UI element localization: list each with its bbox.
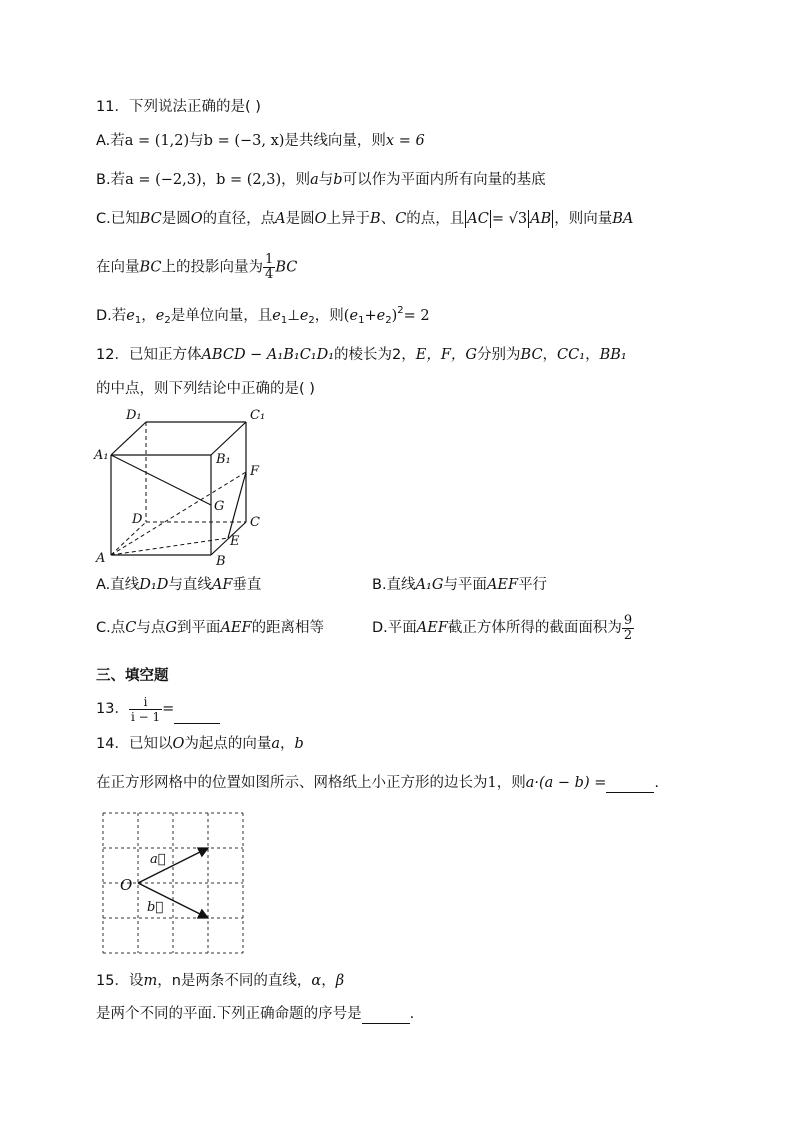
label-d: D xyxy=(132,512,143,527)
label-c1: C₁ xyxy=(250,408,266,423)
q15-line2: 是两个不同的平面.下列正确命题的序号是 . xyxy=(96,1006,415,1022)
q11-option-c: C.已知BC是圆O的直径，点A是圆O上异于B、C的点，且 AC = √3 AB ，则向量BA xyxy=(96,211,634,227)
label-g: G xyxy=(214,499,225,514)
q11-stem: 11．下列说法正确的是( ) xyxy=(96,99,261,115)
q12-option-a: A.直线D₁D与直线AF垂直 xyxy=(96,577,262,593)
grid-vector-a-label: a⃗ xyxy=(150,852,166,867)
q13: 13． $\frac{i}{i - 1}$ = xyxy=(96,694,220,724)
label-b: B xyxy=(216,554,226,569)
q11-option-a: A.若a = (1,2)与b = (−3, x)是共线向量，则x = 6 xyxy=(96,133,425,149)
q11-option-d: D.若$e_1$，$e_2$是单位向量，且$e_1\perp e_2$，则$(e_1+e_2)^2= 2$ xyxy=(96,305,430,326)
vector-a-arrow xyxy=(138,848,208,883)
q15-line1: 15．设m，n是两条不同的直线，α，β xyxy=(96,973,345,989)
label-b1: B₁ xyxy=(216,452,231,467)
label-d1: D₁ xyxy=(126,408,142,423)
q11-option-c-cont: 在向量BC上的投影向量为 $\frac{1}{4}$ BC xyxy=(96,252,298,282)
label-f: F xyxy=(250,464,260,479)
section-title-fill-blank: 三、填空题 xyxy=(96,668,169,684)
label-c: C xyxy=(250,515,260,530)
vector-grid-diagram xyxy=(100,810,246,958)
q12-option-c: C.点C与点G到平面AEF的距离相等 xyxy=(96,620,325,636)
q14-answer-blank[interactable] xyxy=(606,778,654,793)
q12-option-b: B.直线A₁G与平面AEF平行 xyxy=(372,577,548,593)
q11-option-b: B.若a = (−2,3)，b = (2,3)，则a与b可以作为平面内所有向量的基底 xyxy=(96,172,546,188)
q14-line2: 在正方形网格中的位置如图所示、网格纸上小正方形的边长为1，则a·(a − b) = . xyxy=(96,775,659,791)
q12-stem: 12．已知正方体ABCD − A₁B₁C₁D₁的棱长为2，E，F，G分别为BC，CC₁，BB₁ xyxy=(96,347,627,363)
q15-answer-blank[interactable] xyxy=(362,1009,410,1024)
label-e: E xyxy=(230,534,240,549)
label-a: A xyxy=(96,551,106,566)
q13-answer-blank[interactable] xyxy=(174,709,220,724)
cube-diagram xyxy=(90,405,280,570)
grid-vector-b-label: b⃗ xyxy=(147,900,164,915)
q12-stem-cont: 的中点，则下列结论中正确的是( ) xyxy=(96,381,315,397)
label-a1: A₁ xyxy=(94,448,109,463)
grid-origin-label: O xyxy=(120,876,133,894)
q12-option-d: D.平面AEF截正方体所得的截面面积为 $\frac{9}{2}$ xyxy=(372,612,633,643)
q14-line1: 14．已知以O为起点的向量a，b xyxy=(96,736,304,752)
